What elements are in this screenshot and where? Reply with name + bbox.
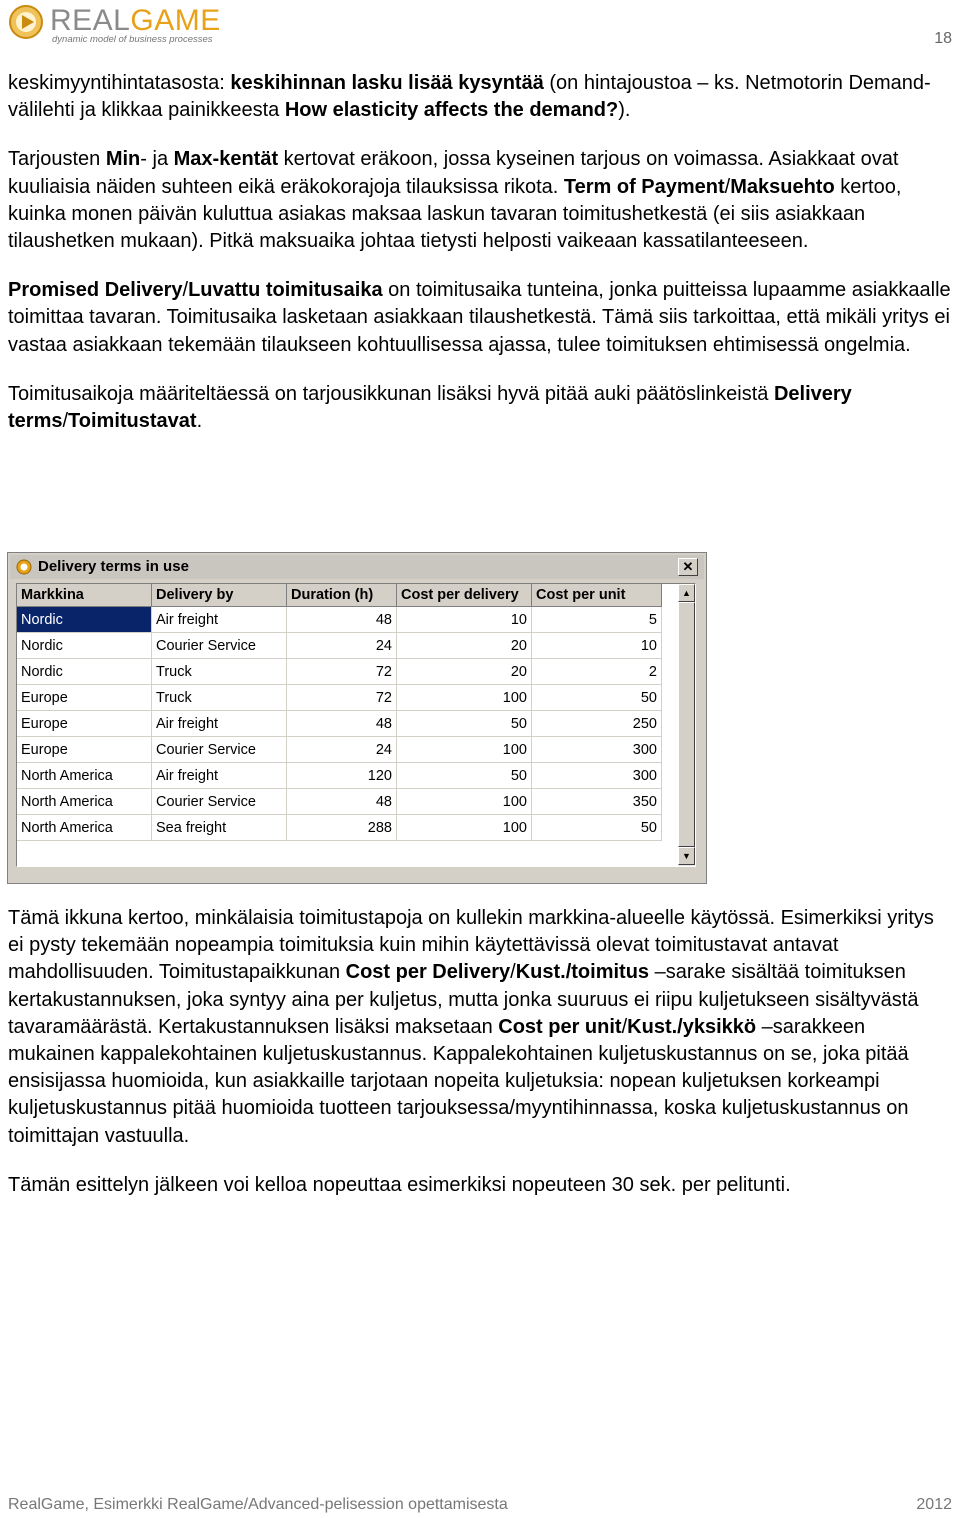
page-number: 18 bbox=[934, 30, 952, 47]
markkina-cell[interactable]: Nordic bbox=[17, 607, 152, 633]
cost-per-delivery-cell[interactable]: 100 bbox=[397, 737, 532, 763]
column-header-markkina[interactable]: Markkina bbox=[17, 584, 152, 607]
logo-tagline: dynamic model of business processes bbox=[52, 34, 213, 45]
text-run: keskimyyntihintatasosta: bbox=[8, 72, 231, 94]
cost-per-delivery-cell[interactable]: 100 bbox=[397, 815, 532, 841]
cost-per-delivery-cell[interactable]: 50 bbox=[397, 711, 532, 737]
duration-cell[interactable]: 120 bbox=[287, 763, 397, 789]
markkina-cell[interactable]: North America bbox=[17, 815, 152, 841]
delivery-by-cell[interactable]: Air freight bbox=[152, 763, 287, 789]
text-run: / bbox=[724, 175, 731, 198]
cost-per-unit-cell[interactable]: 50 bbox=[532, 685, 662, 711]
text-run: Tarjousten bbox=[8, 148, 106, 171]
bold-term: Max-kentät bbox=[173, 148, 279, 171]
text-run: / bbox=[182, 279, 189, 302]
text-run: on toimitusaika tunteina, jonka puitteissa lupaamme asiakkaalle toimittaa tavaran. Toimitusaika lasketaan asiakkaan tilaushetkestä. Tämä siis tarkoittaa, että mikäli yritys ei vastaa asiakkaan tekemään tilaukseen kohtuullisessa ajassa, tulee toimituksen ehtimisessä ongelmia. bbox=[8, 279, 951, 356]
table-row[interactable] bbox=[17, 685, 662, 711]
text-run: kertoo, kuinka monen päivän kuluttua asiakas maksaa laskun tavaran toimitushetkestä (ei siis asiakkaan tilaushetken mukaan). Pitkä maksuaika johtaa tietysti helposti vaikeaan kassatilanteeseen. bbox=[8, 175, 902, 253]
duration-cell[interactable]: 48 bbox=[287, 607, 397, 633]
text-run: . bbox=[196, 410, 203, 433]
page-header bbox=[0, 0, 960, 50]
delivery-by-cell[interactable]: Air freight bbox=[152, 711, 287, 737]
table-row[interactable] bbox=[17, 659, 662, 685]
scroll-down-button[interactable]: ▼ bbox=[678, 847, 695, 865]
logo-real: REAL bbox=[50, 4, 131, 37]
logo-emblem-icon bbox=[8, 4, 44, 40]
delivery-terms-window bbox=[7, 552, 707, 884]
duration-cell[interactable]: 72 bbox=[287, 685, 397, 711]
bold-term: Promised Delivery bbox=[8, 279, 183, 302]
realgame-logo bbox=[8, 4, 221, 45]
paragraph-2 bbox=[8, 146, 954, 255]
vertical-scrollbar[interactable] bbox=[678, 584, 695, 866]
table-row[interactable] bbox=[17, 633, 662, 659]
cost-per-delivery-cell[interactable]: 100 bbox=[397, 789, 532, 815]
page-footer bbox=[8, 1496, 952, 1514]
delivery-by-cell[interactable]: Courier Service bbox=[152, 633, 287, 659]
table-row[interactable] bbox=[17, 763, 662, 789]
markkina-cell[interactable]: Europe bbox=[17, 685, 152, 711]
table-row[interactable] bbox=[17, 711, 662, 737]
table-row[interactable] bbox=[17, 789, 662, 815]
cost-per-delivery-cell[interactable]: 20 bbox=[397, 659, 532, 685]
bold-term: Maksuehto bbox=[730, 175, 835, 198]
bold-term: Toimitustavat bbox=[68, 410, 197, 433]
logo-game: GAME bbox=[130, 4, 221, 37]
bold-term: Kust./yksikkö bbox=[627, 1015, 757, 1038]
footer-year: 2012 bbox=[916, 1496, 952, 1513]
text-run: Tämä ikkuna kertoo, minkälaisia toimitustapoja on kullekin markkina-alueelle käytössä. Esimerkiksi yritys ei pysty tekemään nopeampia toimituksia kuin mihin käytettävissä olevat toimitustavat antavat mahdollisuuden. Toimitustapaikkunan bbox=[8, 907, 934, 984]
bold-term: How elasticity affects the demand? bbox=[284, 99, 619, 122]
markkina-cell[interactable]: Nordic bbox=[17, 633, 152, 659]
cost-per-unit-cell[interactable]: 5 bbox=[532, 607, 662, 633]
duration-cell[interactable]: 24 bbox=[287, 633, 397, 659]
bold-term: Term of Payment bbox=[563, 175, 725, 198]
text-run: / bbox=[62, 410, 69, 433]
column-header-delivery-by[interactable]: Delivery by bbox=[152, 584, 287, 607]
delivery-table bbox=[17, 584, 662, 841]
app-icon bbox=[16, 559, 32, 575]
header-row bbox=[17, 584, 662, 607]
duration-cell[interactable]: 48 bbox=[287, 711, 397, 737]
cost-per-delivery-cell[interactable]: 20 bbox=[397, 633, 532, 659]
delivery-by-cell[interactable]: Air freight bbox=[152, 607, 287, 633]
paragraph-6 bbox=[8, 1172, 954, 1199]
paragraph-4 bbox=[8, 381, 954, 435]
delivery-by-cell[interactable]: Truck bbox=[152, 685, 287, 711]
logo-wordmark bbox=[50, 4, 221, 38]
column-header-cost-per-delivery[interactable]: Cost per delivery bbox=[397, 584, 532, 607]
table-row[interactable] bbox=[17, 737, 662, 763]
close-button[interactable]: ✕ bbox=[678, 558, 698, 576]
delivery-by-cell[interactable]: Courier Service bbox=[152, 737, 287, 763]
bold-term: keskihinnan lasku lisää kysyntää bbox=[230, 72, 544, 94]
text-run: / bbox=[510, 961, 516, 984]
delivery-grid bbox=[16, 583, 696, 867]
cost-per-delivery-cell[interactable]: 10 bbox=[397, 607, 532, 633]
paragraph-3 bbox=[8, 277, 954, 359]
cost-per-unit-cell[interactable]: 2 bbox=[532, 659, 662, 685]
duration-cell[interactable]: 288 bbox=[287, 815, 397, 841]
bold-term: Cost per Delivery bbox=[345, 961, 511, 984]
body-top bbox=[8, 70, 954, 435]
markkina-cell[interactable]: Nordic bbox=[17, 659, 152, 685]
text-run: kertovat eräkoon, jossa kyseinen tarjous on voimassa. Asiakkaat ovat kuuliaisia näiden suhteen eikä eräkokorajoja tilauksissa rikota. bbox=[8, 148, 899, 198]
delivery-by-cell[interactable]: Courier Service bbox=[152, 789, 287, 815]
bold-term: Kust./toimitus bbox=[515, 961, 650, 984]
body-bottom bbox=[8, 905, 954, 1199]
paragraph-1 bbox=[8, 70, 954, 124]
cost-per-unit-cell[interactable]: 50 bbox=[532, 815, 662, 841]
text-run: Tämän esittelyn jälkeen voi kelloa nopeuttaa esimerkiksi nopeuteen 30 sek. per pelitunti. bbox=[8, 1173, 791, 1196]
markkina-cell[interactable]: Europe bbox=[17, 737, 152, 763]
cost-per-delivery-cell[interactable]: 50 bbox=[397, 763, 532, 789]
cost-per-unit-cell[interactable]: 350 bbox=[532, 789, 662, 815]
duration-cell[interactable]: 72 bbox=[287, 659, 397, 685]
cost-per-unit-cell[interactable]: 300 bbox=[532, 737, 662, 763]
markkina-cell[interactable]: North America bbox=[17, 789, 152, 815]
text-run: / bbox=[621, 1015, 628, 1038]
table-row[interactable] bbox=[17, 815, 662, 841]
delivery-by-cell[interactable]: Sea freight bbox=[152, 815, 287, 841]
markkina-cell[interactable]: North America bbox=[17, 763, 152, 789]
text-run: –sarakkeen mukainen kappalekohtainen kuljetuskustannus. Kappalekohtainen kuljetuskustannus on se, joka pitää ensisijassa huomioida, kun asiakkaille tarjotaan nopeita kuljetuksia: nopean kuljetuksen korkeampi kuljetuskustannus pitää huomioida tuotteen tarjouksessa/myyntihinnassa, koska kuljetuskustannus on toimittajan vastuulla. bbox=[8, 1015, 909, 1147]
text-run: –sarake sisältää toimituksen kertakustannuksen, joka syntyy aina per kuljetus, mutta jonka suuruus ei riipu kuljetukseen sisältyvästä tavaramäärästä. Kertakustannuksen lisäksi maksetaan bbox=[8, 961, 919, 1038]
column-header-duration[interactable]: Duration (h) bbox=[287, 584, 397, 607]
scroll-up-button[interactable]: ▲ bbox=[678, 584, 695, 602]
text-run: - ja bbox=[140, 148, 174, 171]
text-run: Toimitusaikoja määriteltäessä on tarjousikkunan lisäksi hyvä pitää auki päätöslinkeistä bbox=[8, 382, 774, 405]
duration-cell[interactable]: 24 bbox=[287, 737, 397, 763]
footer-text: RealGame, Esimerkki RealGame/Advanced-pelisession opettamisesta bbox=[8, 1496, 508, 1513]
window-titlebar[interactable] bbox=[10, 555, 704, 579]
cost-per-delivery-cell[interactable]: 100 bbox=[397, 685, 532, 711]
cost-per-unit-cell[interactable]: 300 bbox=[532, 763, 662, 789]
bold-term: Delivery terms bbox=[8, 382, 852, 433]
bold-term: Cost per unit bbox=[498, 1015, 622, 1038]
bold-term: Min bbox=[105, 148, 141, 171]
paragraph-5 bbox=[8, 905, 954, 1150]
duration-cell[interactable]: 48 bbox=[287, 789, 397, 815]
column-header-cost-per-unit[interactable]: Cost per unit bbox=[532, 584, 662, 607]
bold-term: Luvattu toimitusaika bbox=[188, 279, 383, 302]
cost-per-unit-cell[interactable]: 250 bbox=[532, 711, 662, 737]
table-row[interactable] bbox=[17, 607, 662, 633]
cost-per-unit-cell[interactable]: 10 bbox=[532, 633, 662, 659]
window-title: Delivery terms in use bbox=[38, 558, 189, 575]
text-run: ). bbox=[618, 99, 631, 122]
scroll-thumb[interactable] bbox=[678, 602, 695, 847]
text-run: (on hintajoustoa – ks. Netmotorin Demand-välilehti ja klikkaa painikkeesta bbox=[8, 72, 931, 122]
delivery-by-cell[interactable]: Truck bbox=[152, 659, 287, 685]
markkina-cell[interactable]: Europe bbox=[17, 711, 152, 737]
